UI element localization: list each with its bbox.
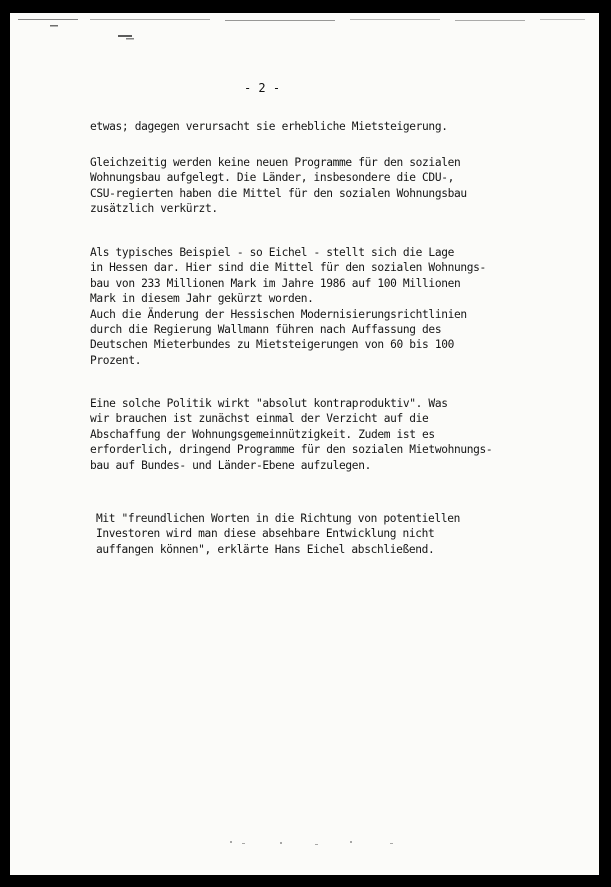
- paragraph-2: Gleichzeitig werden keine neuen Programme für den sozialen Wohnungsbau aufgelegt. Die Länder, insbesondere die CDU-, CSU-regierten haben die Mittel für den sozialen Wohnungsbau zusätzlich verkürzt.: [90, 156, 467, 216]
- paragraph-1: etwas; dagegen verursacht sie erhebliche Mietsteigerung.: [90, 120, 448, 133]
- paragraph-4: Eine solche Politik wirkt "absolut kontraproduktiv". Was wir brauchen ist zunächst einmal der Verzicht auf die Abschaffung der Wohnungsgemeinnützigkeit. Zudem ist es erforderlich, dringend Programme für den sozialen Mietwohnungs- bau auf Bundes- und Länder-Ebene aufzulegen.: [90, 397, 493, 472]
- page-number: - 2 -: [243, 81, 281, 95]
- document-page: [10, 13, 599, 875]
- scan-artifact-header: [10, 13, 599, 43]
- scan-artifact-footer: [220, 833, 420, 853]
- paragraph-3: Als typisches Beispiel - so Eichel - stellt sich die Lage in Hessen dar. Hier sind die Mittel für den sozialen Wohnungs- bau von 233 Millionen Mark im Jahre 1986 auf 100 Millionen Mark in diesem Jahr gekürzt worden. Auch die Änderung der Hessischen Modernisierungsrichtlinien durch die Regierung Wallmann führen nach Auffassung des Deutschen Mieterbundes zu Mietsteigerungen von 60 bis 100 Prozent.: [90, 246, 486, 367]
- paragraph-5: Mit "freundlichen Worten in die Richtung von potentiellen Investoren wird man diese absehbare Entwicklung nicht auffangen können", erklärte Hans Eichel abschließend.: [96, 512, 460, 556]
